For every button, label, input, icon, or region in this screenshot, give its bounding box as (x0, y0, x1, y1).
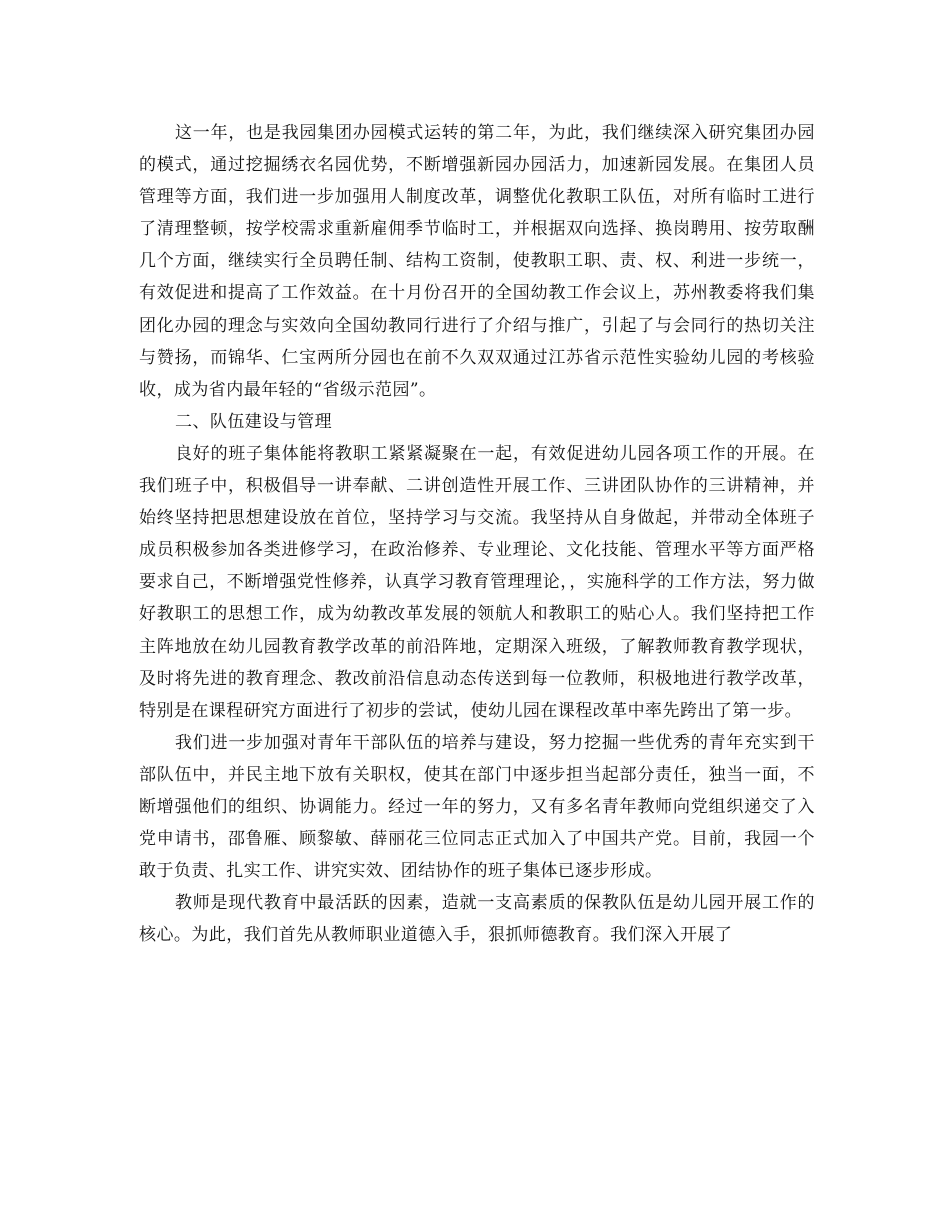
document-body (139, 117, 815, 951)
paragraph-leadership-team: 良好的班子集体能将教职工紧紧凝聚在一起，有效促进幼儿园各项工作的开展。在我们班子中，积极倡导一讲奉献、二讲创造性开展工作、三讲团队协作的三讲精神，并始终坚持把思想建设放在首位，坚持学习与交流。我坚持从自身做起，并带动全体班子成员积极参加各类进修学习，在政治修养、专业理论、文化技能、管理水平等方面严格要求自己，不断增强党性修养，认真学习教育管理理论，，实施科学的工作方法，努力做好教职工的思想工作，成为幼教改革发展的领航人和教职工的贴心人。我们坚持把工作主阵地放在幼儿园教育教学改革的前沿阵地，定期深入班级，了解教师教育教学现状，及时将先进的教育理念、教改前沿信息动态传送到每一位教师，积极地进行教学改革，特别是在课程研究方面进行了初步的尝试，使幼儿园在课程改革中率先跨出了第一步。 (139, 443, 815, 721)
paragraph-group-school-model: 这一年，也是我园集团办园模式运转的第二年，为此，我们继续深入研究集团办园的模式，通过挖掘绣衣名园优势，不断增强新园办园活力，加速新园发展。在集团人员管理等方面，我们进一步加强用人制度改革，调整优化教职工队伍，对所有临时工进行了清理整顿，按学校需求重新雇佣季节临时工，并根据双向选择、换岗聘用、按劳取酬几个方面，继续实行全员聘任制、结构工资制，使教职工职、责、权、利进一步统一，有效促进和提高了工作效益。在十月份召开的全国幼教工作会议上，苏州教委将我们集团化办园的理念与实效向全国幼教同行进行了介绍与推广，引起了与会同行的热切关注与赞扬，而锦华、仁宝两所分园也在前不久双双通过江苏省示范性实验幼儿园的考核验收，成为省内最年轻的“省级示范园”。 (139, 123, 815, 400)
section-heading-team-building: 二、队伍建设与管理 (175, 411, 333, 432)
paragraph-teacher-ethics: 教师是现代教育中最活跃的因素，造就一支高素质的保教队伍是幼儿园开展工作的核心。为此，我们首先从教师职业道德入手，狠抓师德教育。我们深入开展了 (139, 893, 815, 946)
paragraph-young-cadres: 我们进一步加强对青年干部队伍的培养与建设，努力挖掘一些优秀的青年充实到干部队伍中，并民主地下放有关职权，使其在部门中逐步担当起部分责任，独当一面，不断增强他们的组织、协调能力。经过一年的努力，又有多名青年教师向党组织递交了入党申请书，邵鲁雁、顾黎敏、薛丽花三位同志正式加入了中国共产党。目前，我园一个敢于负责、扎实工作、讲究实效、团结协作的班子集体已逐步形成。 (139, 732, 815, 882)
